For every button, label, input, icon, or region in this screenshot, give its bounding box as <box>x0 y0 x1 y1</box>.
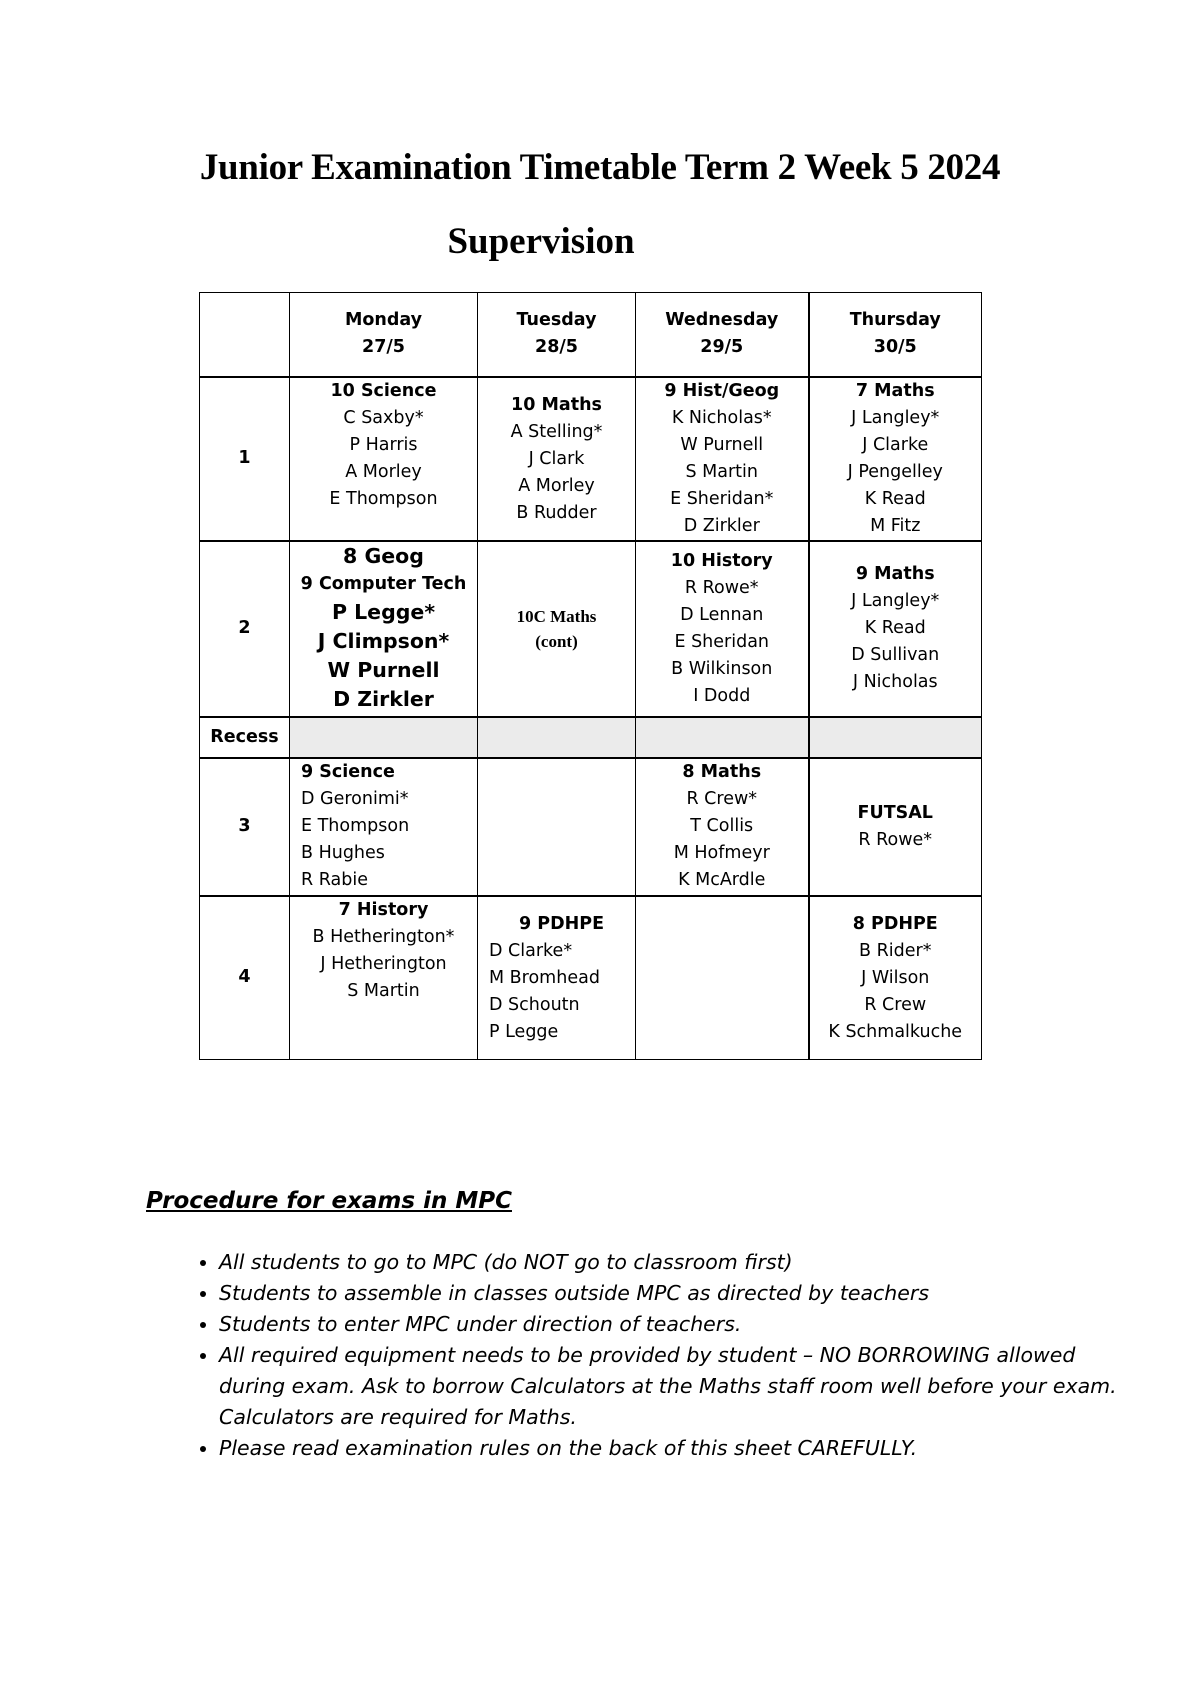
supervisor: K Read <box>864 488 926 509</box>
exam-cell-wed-p1 <box>636 377 809 541</box>
list-item: • All students to go to MPC (do NOT go to classroom first) <box>219 1247 1119 1278</box>
supervisor: D Zirkler <box>333 686 434 711</box>
exam-note: (cont) <box>535 631 578 651</box>
exam-subject: 10C Maths <box>516 606 597 626</box>
recess-cell <box>290 717 478 758</box>
day-name: Monday <box>344 310 423 331</box>
supervisor: B Hughes <box>301 842 385 863</box>
supervisor: J Nicholas <box>852 671 938 692</box>
page-title: Junior Examination Timetable Term 2 Week 5 2024 <box>199 147 1001 188</box>
supervisor: B Hetherington* <box>312 926 455 947</box>
supervisor: S Martin <box>347 980 420 1001</box>
day-header-monday <box>290 293 478 377</box>
supervisor: E Sheridan* <box>670 488 774 509</box>
procedure-list <box>146 1247 1119 1464</box>
exam-cell-wed-p4 <box>636 896 809 1060</box>
exam-cell-wed-p2 <box>636 541 809 717</box>
supervisor: K Schmalkuche <box>828 1021 963 1042</box>
supervisor: J Wilson <box>861 967 930 988</box>
supervisor: M Bromhead <box>489 967 600 988</box>
period-label: 4 <box>200 896 290 1060</box>
exam-cell-mon-p3 <box>290 758 478 896</box>
exam-timetable <box>199 292 982 1060</box>
page-subtitle: Supervision <box>447 221 635 262</box>
supervisor: R Rowe* <box>858 829 933 850</box>
supervisor: J Climpson* <box>317 628 450 653</box>
exam-cell-thu-p1 <box>809 377 982 541</box>
exam-subject: 10 Maths <box>511 394 602 415</box>
exam-subject: 9 Maths <box>855 563 935 584</box>
day-header-wednesday <box>636 293 809 377</box>
supervisor: J Pengelley <box>847 461 943 482</box>
exam-cell-mon-p1 <box>290 377 478 541</box>
procedure-heading: Procedure for exams in MPC <box>146 1188 512 1214</box>
supervisor: R Rabie <box>301 869 368 890</box>
supervisor: M Hofmeyr <box>673 842 770 863</box>
period-4-row <box>200 896 982 1060</box>
list-item: • All required equipment needs to be provided by student – NO BORROWING allowed during exam. Ask to borrow Calculators at the Maths staff room well before your exam. Calculators are required for Maths. <box>219 1340 1119 1433</box>
day-date: 29/5 <box>700 337 744 358</box>
supervisor: M Fitz <box>870 515 921 536</box>
day-date: 27/5 <box>362 337 405 358</box>
recess-label: Recess <box>200 717 290 758</box>
supervisor: I Dodd <box>693 685 751 706</box>
period-3-row <box>200 758 982 896</box>
period-label: 3 <box>200 758 290 896</box>
supervisor: A Morley <box>345 461 422 482</box>
exam-subject: 7 History <box>338 899 429 920</box>
supervisor: R Rowe* <box>684 577 759 598</box>
supervisor: P Harris <box>349 434 418 455</box>
supervisor: K McArdle <box>678 869 766 890</box>
supervisor: J Hetherington <box>320 953 447 974</box>
supervisor: A Stelling* <box>510 421 603 442</box>
period-2-row <box>200 541 982 717</box>
exam-cell-tue-p3 <box>478 758 636 896</box>
recess-cell <box>478 717 636 758</box>
supervisor: K Read <box>864 617 926 638</box>
exam-subject: 8 Maths <box>682 761 762 782</box>
list-item: • Students to assemble in classes outside MPC as directed by teachers <box>219 1278 1119 1309</box>
supervisor: E Thompson <box>301 815 410 836</box>
exam-subject: 10 History <box>670 550 773 571</box>
supervisor: P Legge* <box>331 599 436 624</box>
exam-subject: 9 Hist/Geog <box>664 380 780 401</box>
supervisor: J Clarke <box>862 434 929 455</box>
day-name: Tuesday <box>516 310 597 331</box>
supervisor: B Rider* <box>859 940 932 961</box>
supervisor: J Langley* <box>851 590 940 611</box>
exam-cell-mon-p4 <box>290 896 478 1060</box>
exam-subject: FUTSAL <box>857 802 933 823</box>
day-name: Thursday <box>849 310 941 331</box>
supervisor: A Morley <box>518 475 595 496</box>
exam-cell-tue-p4 <box>478 896 636 1060</box>
exam-cell-thu-p4 <box>809 896 982 1060</box>
supervisor: D Sullivan <box>851 644 940 665</box>
supervisor: D Geronimi* <box>301 788 409 809</box>
exam-subject: 9 Science <box>301 761 395 782</box>
exam-cell-wed-p3 <box>636 758 809 896</box>
exam-cell-tue-p1 <box>478 377 636 541</box>
period-1-row <box>200 377 982 541</box>
exam-cell-thu-p3 <box>809 758 982 896</box>
supervisor: T Collis <box>690 815 754 836</box>
day-header-tuesday <box>478 293 636 377</box>
supervisor: D Clarke* <box>489 940 573 961</box>
period-label: 1 <box>200 377 290 541</box>
supervisor: K Nicholas* <box>671 407 772 428</box>
supervisor: J Langley* <box>851 407 940 428</box>
day-name: Wednesday <box>665 310 779 331</box>
exam-cell-thu-p2 <box>809 541 982 717</box>
supervisor: C Saxby* <box>343 407 424 428</box>
day-date: 28/5 <box>535 337 578 358</box>
supervisor: R Crew* <box>686 788 758 809</box>
recess-row <box>200 717 982 758</box>
exam-subject: 9 PDHPE <box>519 913 605 934</box>
supervisor: S Martin <box>685 461 758 482</box>
corner-cell <box>200 293 290 377</box>
supervisor: D Lennan <box>680 604 764 625</box>
exam-subject-secondary: 9 Computer Tech <box>300 573 467 594</box>
supervisor: R Crew <box>864 994 927 1015</box>
list-item: • Students to enter MPC under direction of teachers. <box>219 1309 1119 1340</box>
day-header-thursday <box>809 293 982 377</box>
supervisor: E Thompson <box>329 488 438 509</box>
recess-cell <box>636 717 809 758</box>
supervisor: W Purnell <box>327 657 440 682</box>
supervisor: D Schoutn <box>489 994 580 1015</box>
period-label: 2 <box>200 541 290 717</box>
exam-cell-mon-p2 <box>290 541 478 717</box>
supervisor: B Rudder <box>516 502 597 523</box>
supervisor: B Wilkinson <box>671 658 773 679</box>
recess-cell <box>809 717 982 758</box>
day-date: 30/5 <box>873 337 917 358</box>
supervisor: D Zirkler <box>683 515 760 536</box>
supervisor: J Clark <box>528 448 585 469</box>
supervisor: P Legge <box>489 1021 559 1042</box>
supervisor: W Purnell <box>680 434 764 455</box>
exam-subject: 10 Science <box>330 380 437 401</box>
exam-subject: 7 Maths <box>855 380 935 401</box>
list-item: • Please read examination rules on the back of this sheet CAREFULLY. <box>219 1433 1119 1464</box>
supervisor: E Sheridan <box>674 631 770 652</box>
exam-subject: 8 PDHPE <box>852 913 938 934</box>
exam-cell-tue-p2 <box>478 541 636 717</box>
header-row <box>200 293 982 377</box>
exam-subject: 8 Geog <box>343 543 424 568</box>
